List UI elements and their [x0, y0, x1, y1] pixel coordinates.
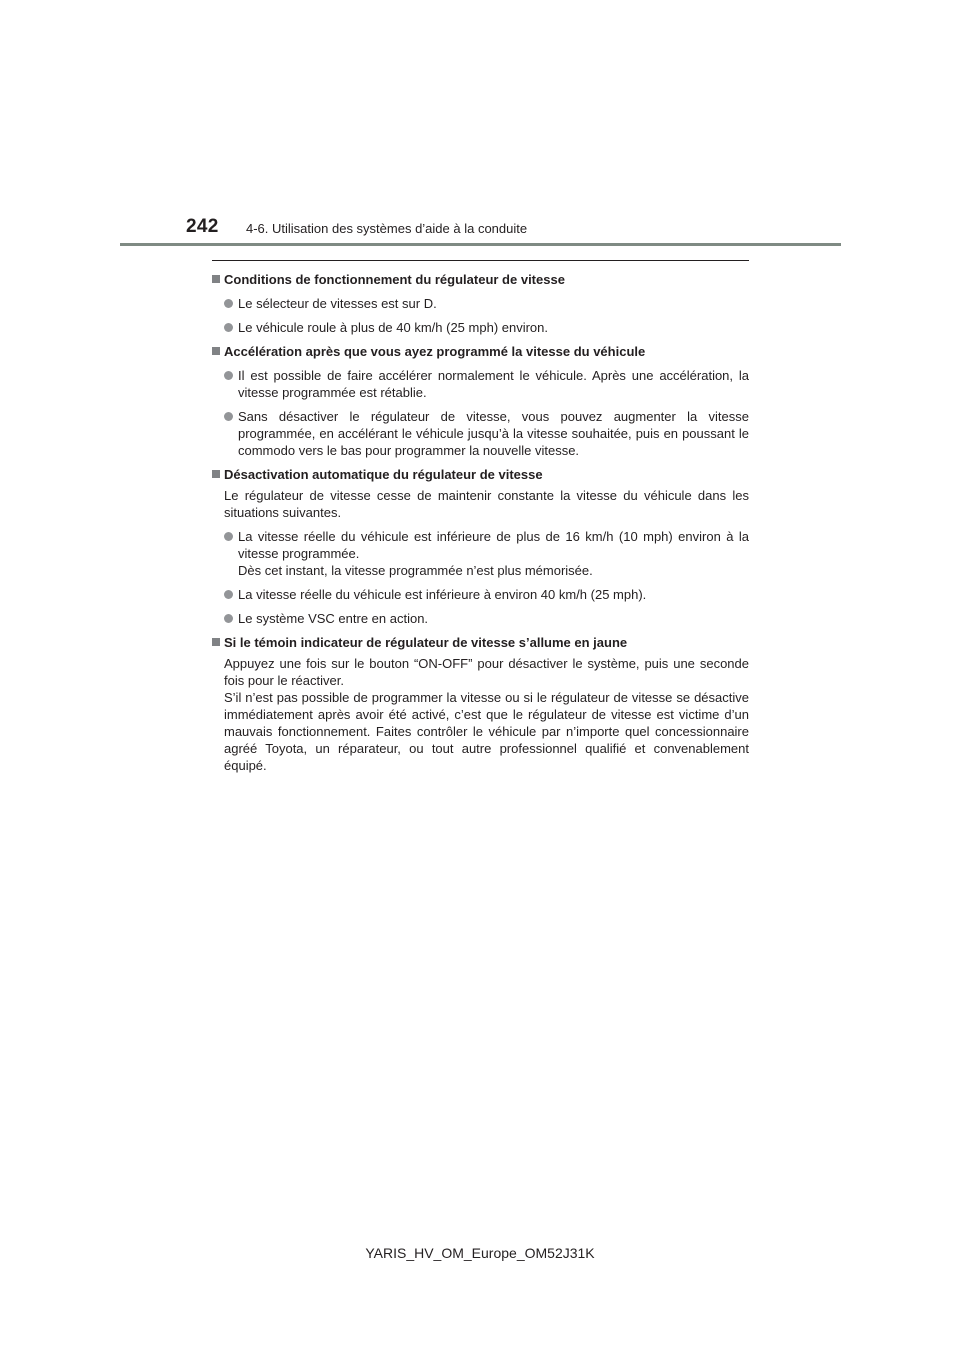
bullet-item	[212, 408, 749, 459]
section-heading-text: Accélération après que vous ayez programmé la vitesse du véhicule	[224, 344, 646, 359]
section-paragraph	[212, 487, 749, 521]
paragraph-text: Le régulateur de vitesse cesse de maintenir constante la vitesse du véhicule dans les situations suivantes.	[224, 488, 749, 520]
circle-bullet-icon	[224, 371, 233, 380]
circle-bullet-icon	[224, 323, 233, 332]
section-heading-text: Conditions de fonctionnement du régulateur de vitesse	[224, 272, 565, 287]
bullet-text: La vitesse réelle du véhicule est inférieure à environ 40 km/h (25 mph).	[238, 587, 647, 602]
content-rule	[212, 260, 749, 261]
section-heading-text: Si le témoin indicateur de régulateur de vitesse s’allume en jaune	[224, 635, 628, 650]
circle-bullet-icon	[224, 532, 233, 541]
square-bullet-icon	[212, 470, 220, 478]
bullet-text: Dès cet instant, la vitesse programmée n’est plus mémorisée.	[238, 563, 593, 578]
section-paragraph	[212, 655, 749, 774]
bullet-item	[212, 319, 749, 336]
paragraph-text: Appuyez une fois sur le bouton “ON-OFF” pour désactiver le système, puis une seconde fois pour le réactiver.	[224, 656, 749, 688]
circle-bullet-icon	[224, 590, 233, 599]
section-heading	[212, 466, 749, 483]
square-bullet-icon	[212, 275, 220, 283]
circle-bullet-icon	[224, 299, 233, 308]
section-heading	[212, 343, 749, 360]
bullet-text: Le système VSC entre en action.	[238, 611, 429, 626]
bullet-text: La vitesse réelle du véhicule est inférieure de plus de 16 km/h (10 mph) environ à la vitesse programmée.	[238, 529, 749, 561]
circle-bullet-icon	[224, 412, 233, 421]
bullet-item	[212, 295, 749, 312]
section-heading-text: Désactivation automatique du régulateur de vitesse	[224, 467, 543, 482]
section-heading	[212, 271, 749, 288]
bullet-text: Il est possible de faire accélérer normalement le véhicule. Après une accélération, la vitesse programmée est rétablie.	[238, 368, 749, 400]
page-content	[212, 271, 749, 781]
section-heading	[212, 634, 749, 651]
document-code: YARIS_HV_OM_Europe_OM52J31K	[365, 1245, 595, 1261]
section-title: 4-6. Utilisation des systèmes d’aide à la conduite	[246, 221, 528, 236]
bullet-item	[212, 586, 749, 603]
bullet-item	[212, 610, 749, 627]
page-number: 242	[186, 216, 219, 237]
square-bullet-icon	[212, 347, 220, 355]
bullet-text: Sans désactiver le régulateur de vitesse, vous pouvez augmenter la vitesse programmée, en accélérant le véhicule jusqu’à la vitesse souhaitée, puis en poussant le commodo vers le bas pour programmer la nouvelle vitesse.	[238, 409, 749, 458]
bullet-text: Le véhicule roule à plus de 40 km/h (25 mph) environ.	[238, 320, 549, 335]
paragraph-text: S’il n’est pas possible de programmer la vitesse ou si le régulateur de vitesse se désactive immédiatement après avoir été activé, c’est que le régulateur de vitesse est victime d’un mauvais fonctionnement. Faites contrôler le véhicule par n’importe quel concessionnaire agréé Toyota, un réparateur, ou tout autre professionnel qualifié et convenablement équipé.	[224, 690, 749, 773]
header-rule	[120, 243, 841, 246]
bullet-item	[212, 367, 749, 401]
bullet-item	[212, 528, 749, 579]
bullet-text: Le sélecteur de vitesses est sur D.	[238, 296, 437, 311]
circle-bullet-icon	[224, 614, 233, 623]
square-bullet-icon	[212, 638, 220, 646]
page-header	[0, 0, 960, 250]
